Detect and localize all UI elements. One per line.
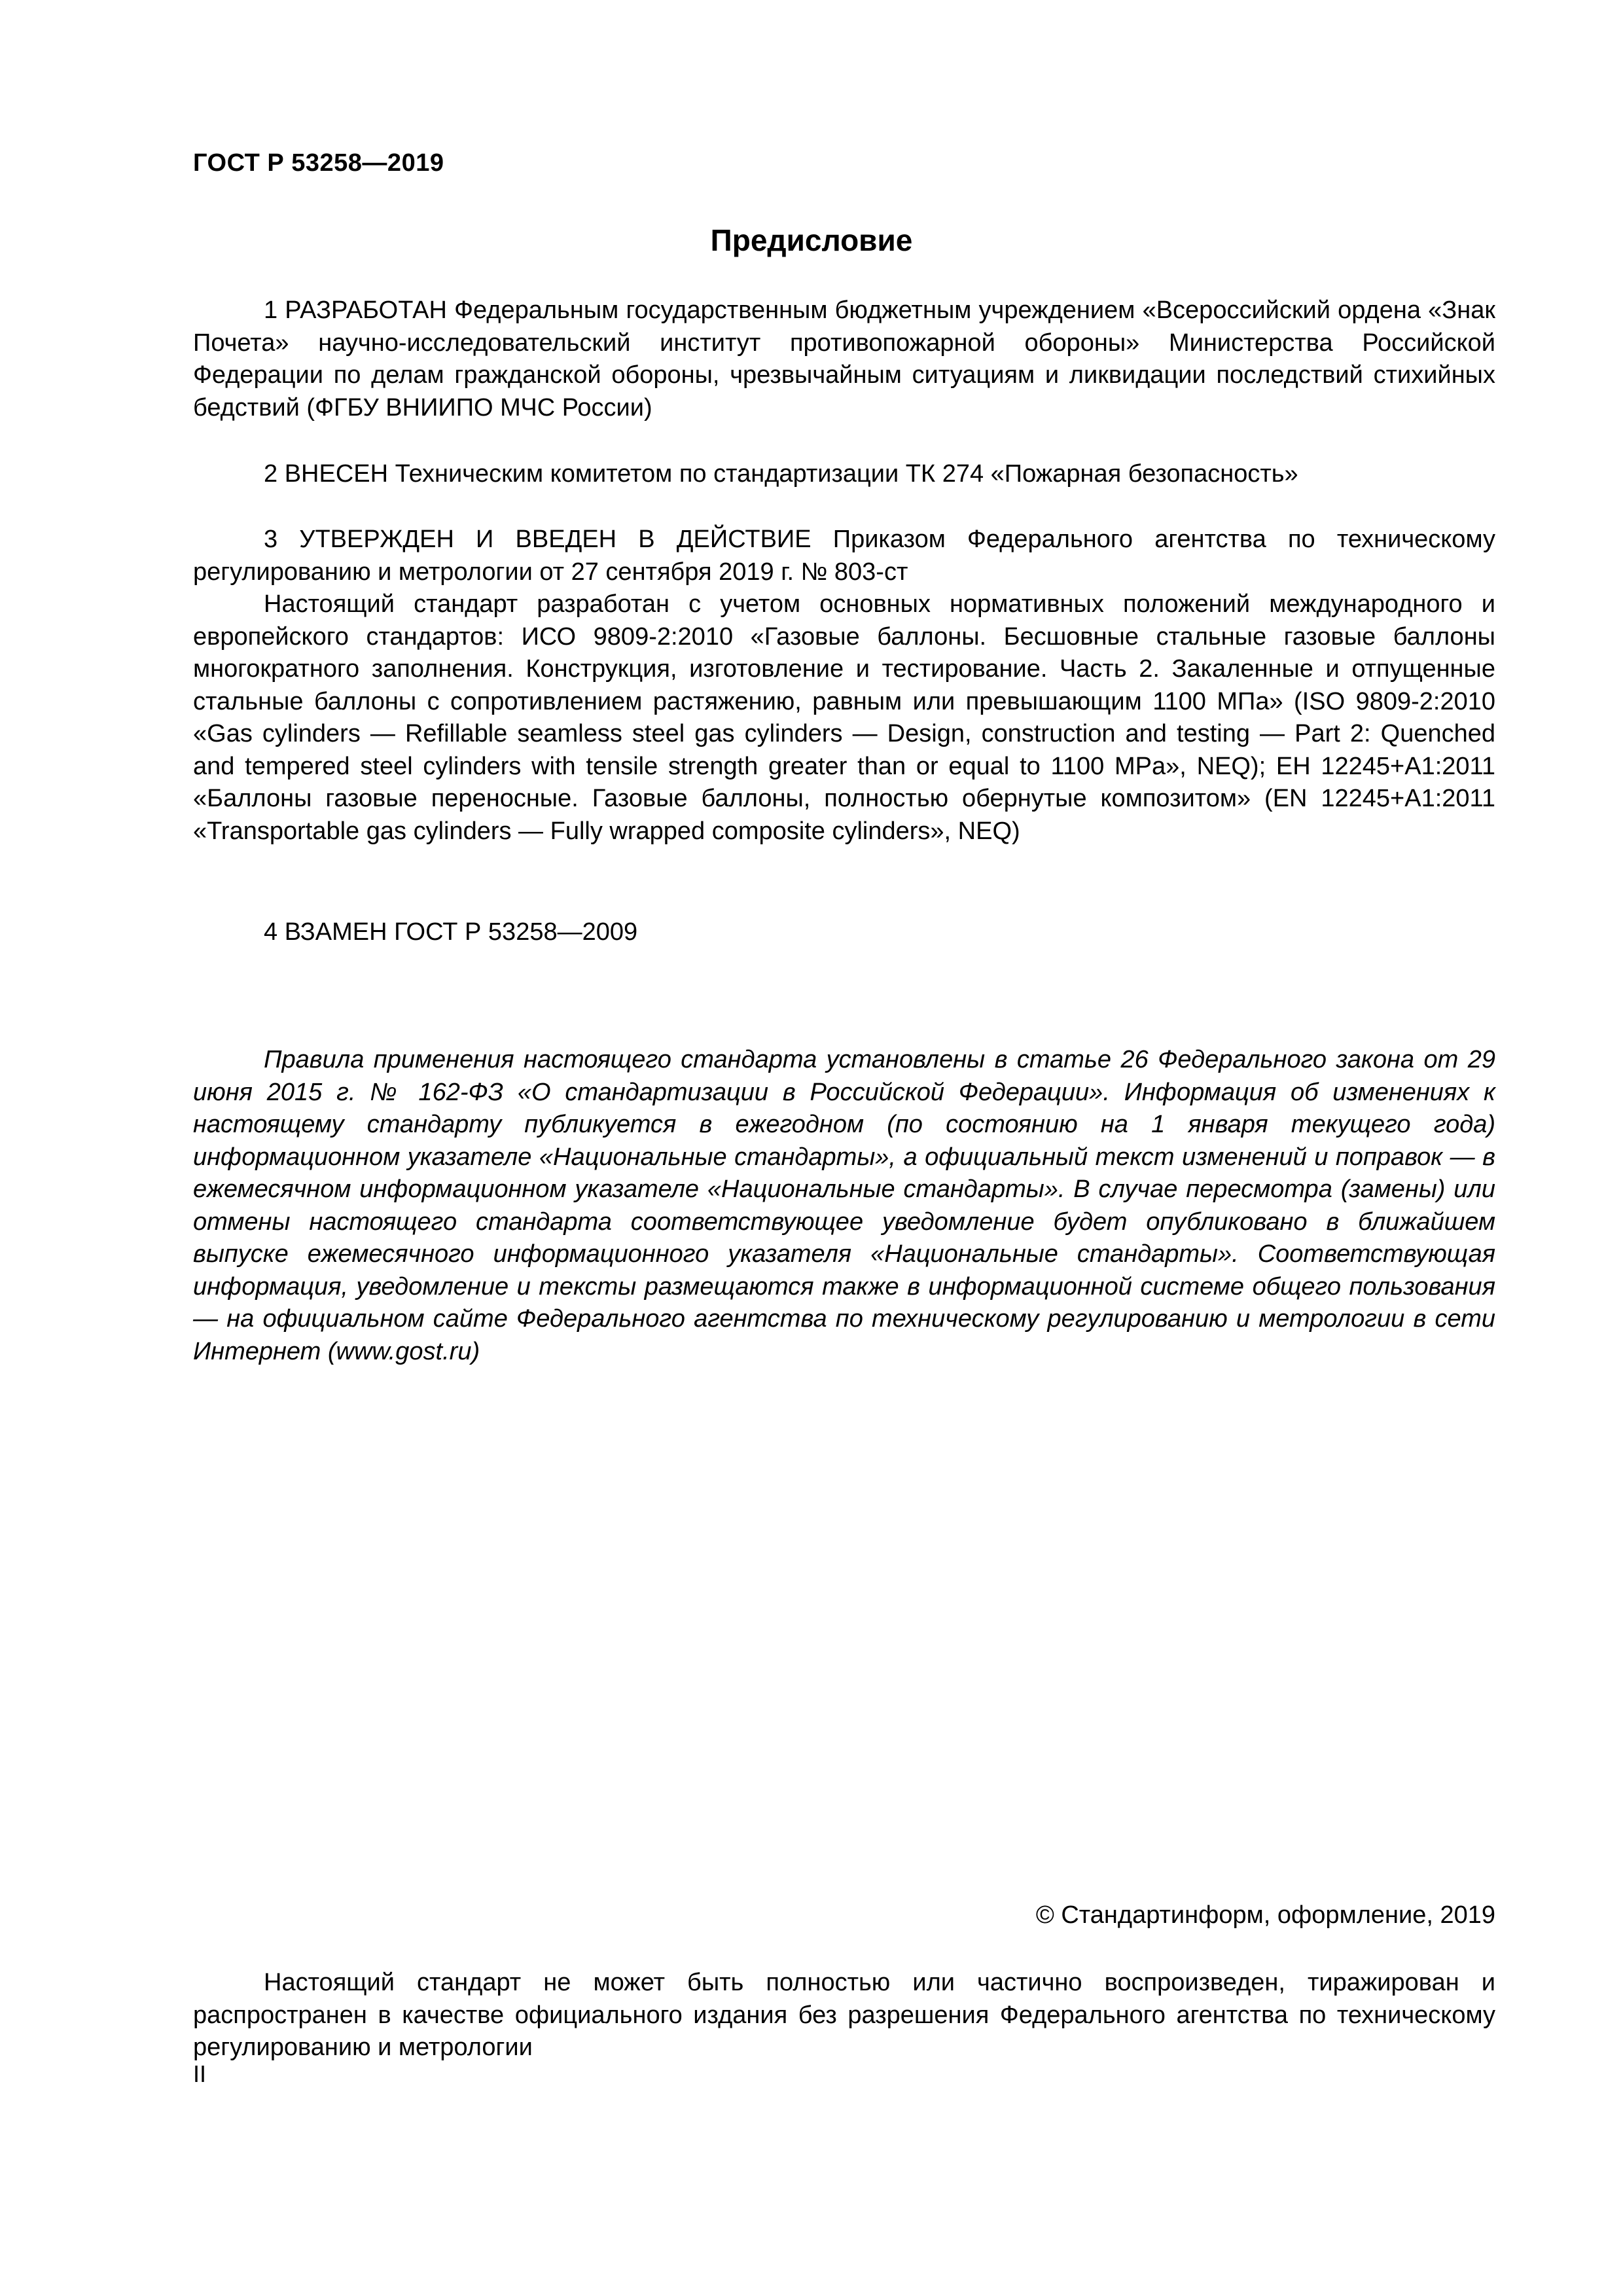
- foreword-item-replaces: [193, 916, 1495, 949]
- foreword-item-2-text: 2 ВНЕСЕН Техническим комитетом по стандартизации ТК 274 «Пожарная безопасность»: [264, 460, 1298, 488]
- foreword-item-1-text: 1 РАЗРАБОТАН Федеральным государственным бюджетным учреждением «Всероссийский ордена «Знак Почета» научно-исследовательский институт противопожарной обороны» Министерства Российской Федерации по делам гражданской обороны, чрезвычайным ситуациям и ликвидации последствий стихийных бедствий (ФГБУ ВНИИПО МЧС России): [193, 296, 1495, 422]
- foreword-item-developed: [193, 295, 1495, 424]
- foreword-item-3-text: 3 УТВЕРЖДЕН И ВВЕДЕН В ДЕЙСТВИЕ Приказом Федерального агентства по техническому регулированию и метрологии от 27 сентября 2019 г. № 803-ст: [193, 526, 1495, 586]
- foreword-item-approved: [193, 524, 1495, 848]
- document-id-header: ГОСТ Р 53258—2019: [193, 149, 444, 177]
- foreword-item-submitted: [193, 458, 1495, 491]
- copyright-line: © Стандартинформ, оформление, 2019: [1035, 1901, 1495, 1929]
- foreword-item-3-standards-basis: Настоящий стандарт разработан с учетом основных нормативных положений международного и европейского стандартов: ИСО 9809-2:2010 «Газовые баллоны. Бесшовные стальные газовые баллоны многократного заполнения. Конструкция, изготовление и тестирование. Часть 2. Закаленные и отпущенные стальные баллоны с сопротивлением растяжению, равным или превышающим 1100 МПа» (ISO 9809-2:2010 «Gas cylinders — Refillable seamless steel gas cylinders — Design, construction and testing — Part 2: Quenched and tempered steel cylinders with tensile strength greater than or equal to 1100 MPa», NEQ); ЕН 12245+А1:2011 «Баллоны газовые переносные. Газовые баллоны, полностью обернутые композитом» (EN 12245+A1:2011 «Transportable gas cylinders — Fully wrapped composite cylinders», NEQ): [193, 590, 1495, 845]
- foreword-item-4-text: 4 ВЗАМЕН ГОСТ Р 53258—2009: [264, 918, 638, 946]
- page-title: Предисловие: [710, 223, 913, 257]
- page-number: II: [193, 2060, 207, 2087]
- application-rules-notice: Правила применения настоящего стандарта установлены в статье 26 Федерального закона от 29 июня 2015 г. № 162-ФЗ «О стандартизации в Российской Федерации». Информация об изменениях к настоящему стандарту публикуется в ежегодном (по состоянию на 1 января текущего года) информационном указателе «Национальные стандарты», а официальный текст изменений и поправок — в ежемесячном информационном указателе «Национальные стандарты». В случае пересмотра (замены) или отмены настоящего стандарта соответствующее уведомление будет опубликовано в ближайшем выпуске ежемесячного информационного указателя «Национальные стандарты». Соответствующая информация, уведомление и тексты размещаются также в информационной системе общего пользования — на официальном сайте Федерального агентства по техническому регулированию и метрологии в сети Интернет (www.gost.ru): [193, 1046, 1495, 1365]
- reproduction-notice: Настоящий стандарт не может быть полностью или частично воспроизведен, тиражирован и распространен в качестве официального издания без разрешения Федерального агентства по техническому регулированию и метрологии: [193, 1969, 1495, 2061]
